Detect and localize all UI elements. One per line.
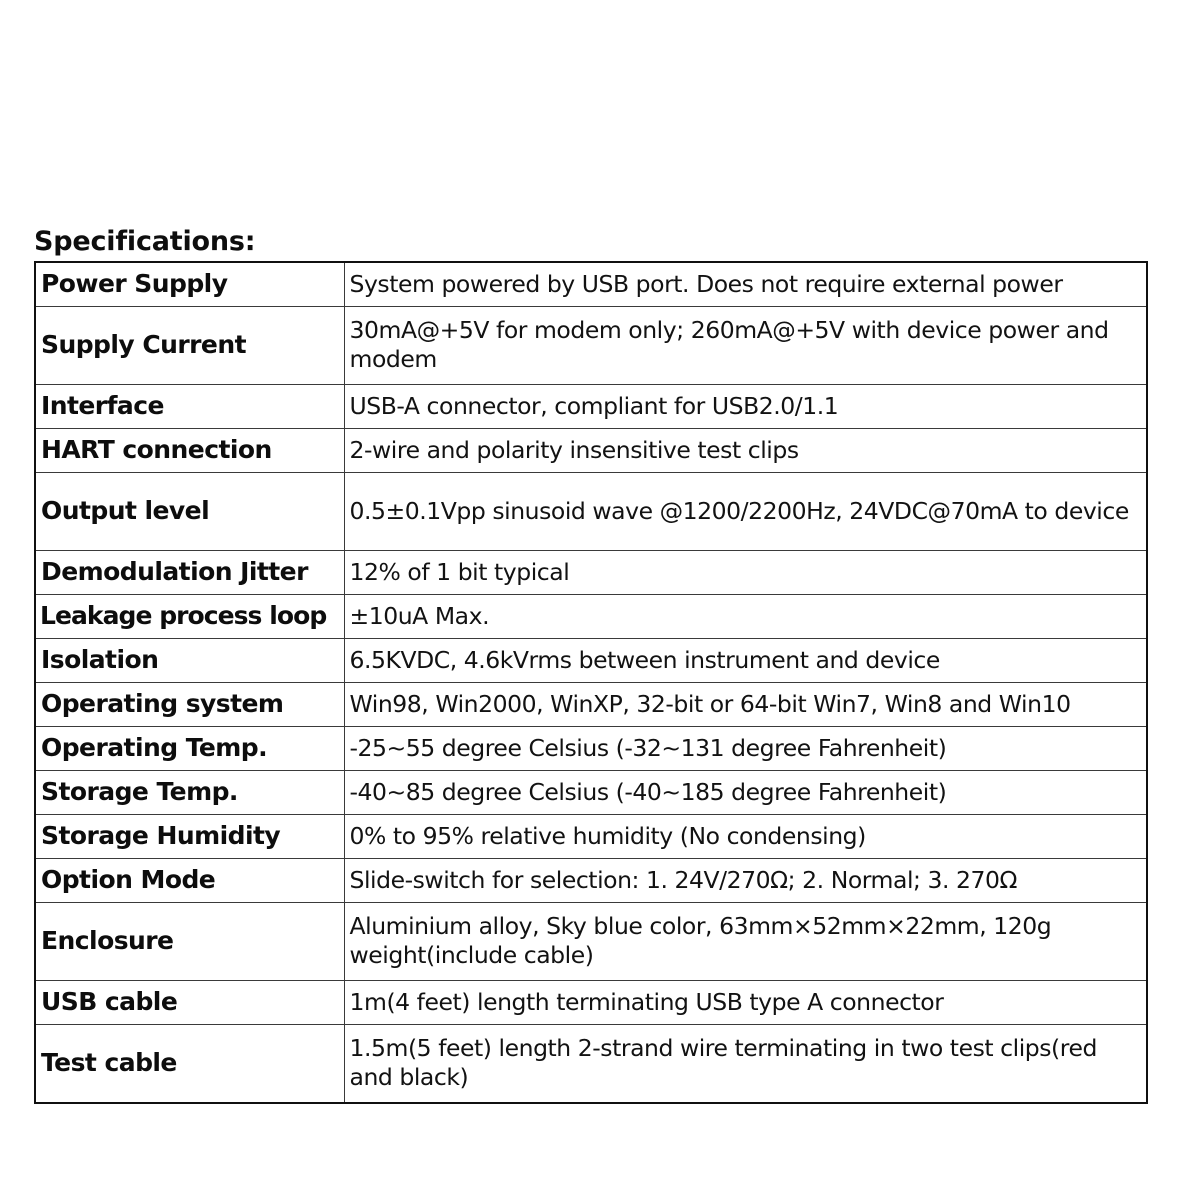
table-row [35,981,1147,1025]
spec-value-cell: 0.5±0.1Vpp sinusoid wave @1200/2200Hz, 24VDC@70mA to device [344,473,1147,551]
spec-label-cell: HART connection [35,429,344,473]
spec-label-cell: USB cable [35,981,344,1025]
spec-value-cell: 6.5KVDC, 4.6kVrms between instrument and device [344,639,1147,683]
table-row [35,307,1147,385]
spec-label-cell: Interface [35,385,344,429]
table-row [35,903,1147,981]
spec-label-cell: Operating system [35,683,344,727]
spec-value-cell: -40~85 degree Celsius (-40~185 degree Fahrenheit) [344,771,1147,815]
spec-value-cell: 1m(4 feet) length terminating USB type A connector [344,981,1147,1025]
spec-label-cell: Supply Current [35,307,344,385]
spec-value-cell: Slide-switch for selection: 1. 24V/270Ω; 2. Normal; 3. 270Ω [344,859,1147,903]
table-row [35,859,1147,903]
spec-value-cell: ±10uA Max. [344,595,1147,639]
spec-label-cell: Storage Humidity [35,815,344,859]
table-row [35,473,1147,551]
table-row [35,551,1147,595]
spec-value-cell: Win98, Win2000, WinXP, 32-bit or 64-bit Win7, Win8 and Win10 [344,683,1147,727]
spec-value-cell: 2-wire and polarity insensitive test clips [344,429,1147,473]
specifications-block [34,228,1146,1104]
spec-value-cell: USB-A connector, compliant for USB2.0/1.1 [344,385,1147,429]
spec-label-cell: Power Supply [35,262,344,307]
spec-value-cell: -25~55 degree Celsius (-32~131 degree Fahrenheit) [344,727,1147,771]
spec-value-cell: System powered by USB port. Does not require external power [344,262,1147,307]
spec-label-cell: Operating Temp. [35,727,344,771]
spec-value-cell: Aluminium alloy, Sky blue color, 63mm×52mm×22mm, 120g weight(include cable) [344,903,1147,981]
spec-value-cell: 12% of 1 bit typical [344,551,1147,595]
specifications-table-body [35,262,1147,1103]
table-row [35,727,1147,771]
spec-label-cell: Enclosure [35,903,344,981]
spec-label-cell: Option Mode [35,859,344,903]
spec-label-cell: Leakage process loop [35,595,344,639]
spec-label-cell: Isolation [35,639,344,683]
table-row [35,1025,1147,1104]
table-row [35,262,1147,307]
spec-label-cell: Output level [35,473,344,551]
spec-value-cell: 0% to 95% relative humidity (No condensing) [344,815,1147,859]
table-row [35,771,1147,815]
table-row [35,683,1147,727]
spec-value-cell: 30mA@+5V for modem only; 260mA@+5V with device power and modem [344,307,1147,385]
table-row [35,429,1147,473]
table-row [35,815,1147,859]
spec-value-cell: 1.5m(5 feet) length 2-strand wire terminating in two test clips(red and black) [344,1025,1147,1104]
table-row [35,385,1147,429]
table-row [35,639,1147,683]
spec-label-cell: Test cable [35,1025,344,1104]
table-row [35,595,1147,639]
spec-label-cell: Demodulation Jitter [35,551,344,595]
page-title: Specifications: [34,226,256,257]
spec-label-cell: Storage Temp. [35,771,344,815]
specifications-table [34,261,1148,1104]
